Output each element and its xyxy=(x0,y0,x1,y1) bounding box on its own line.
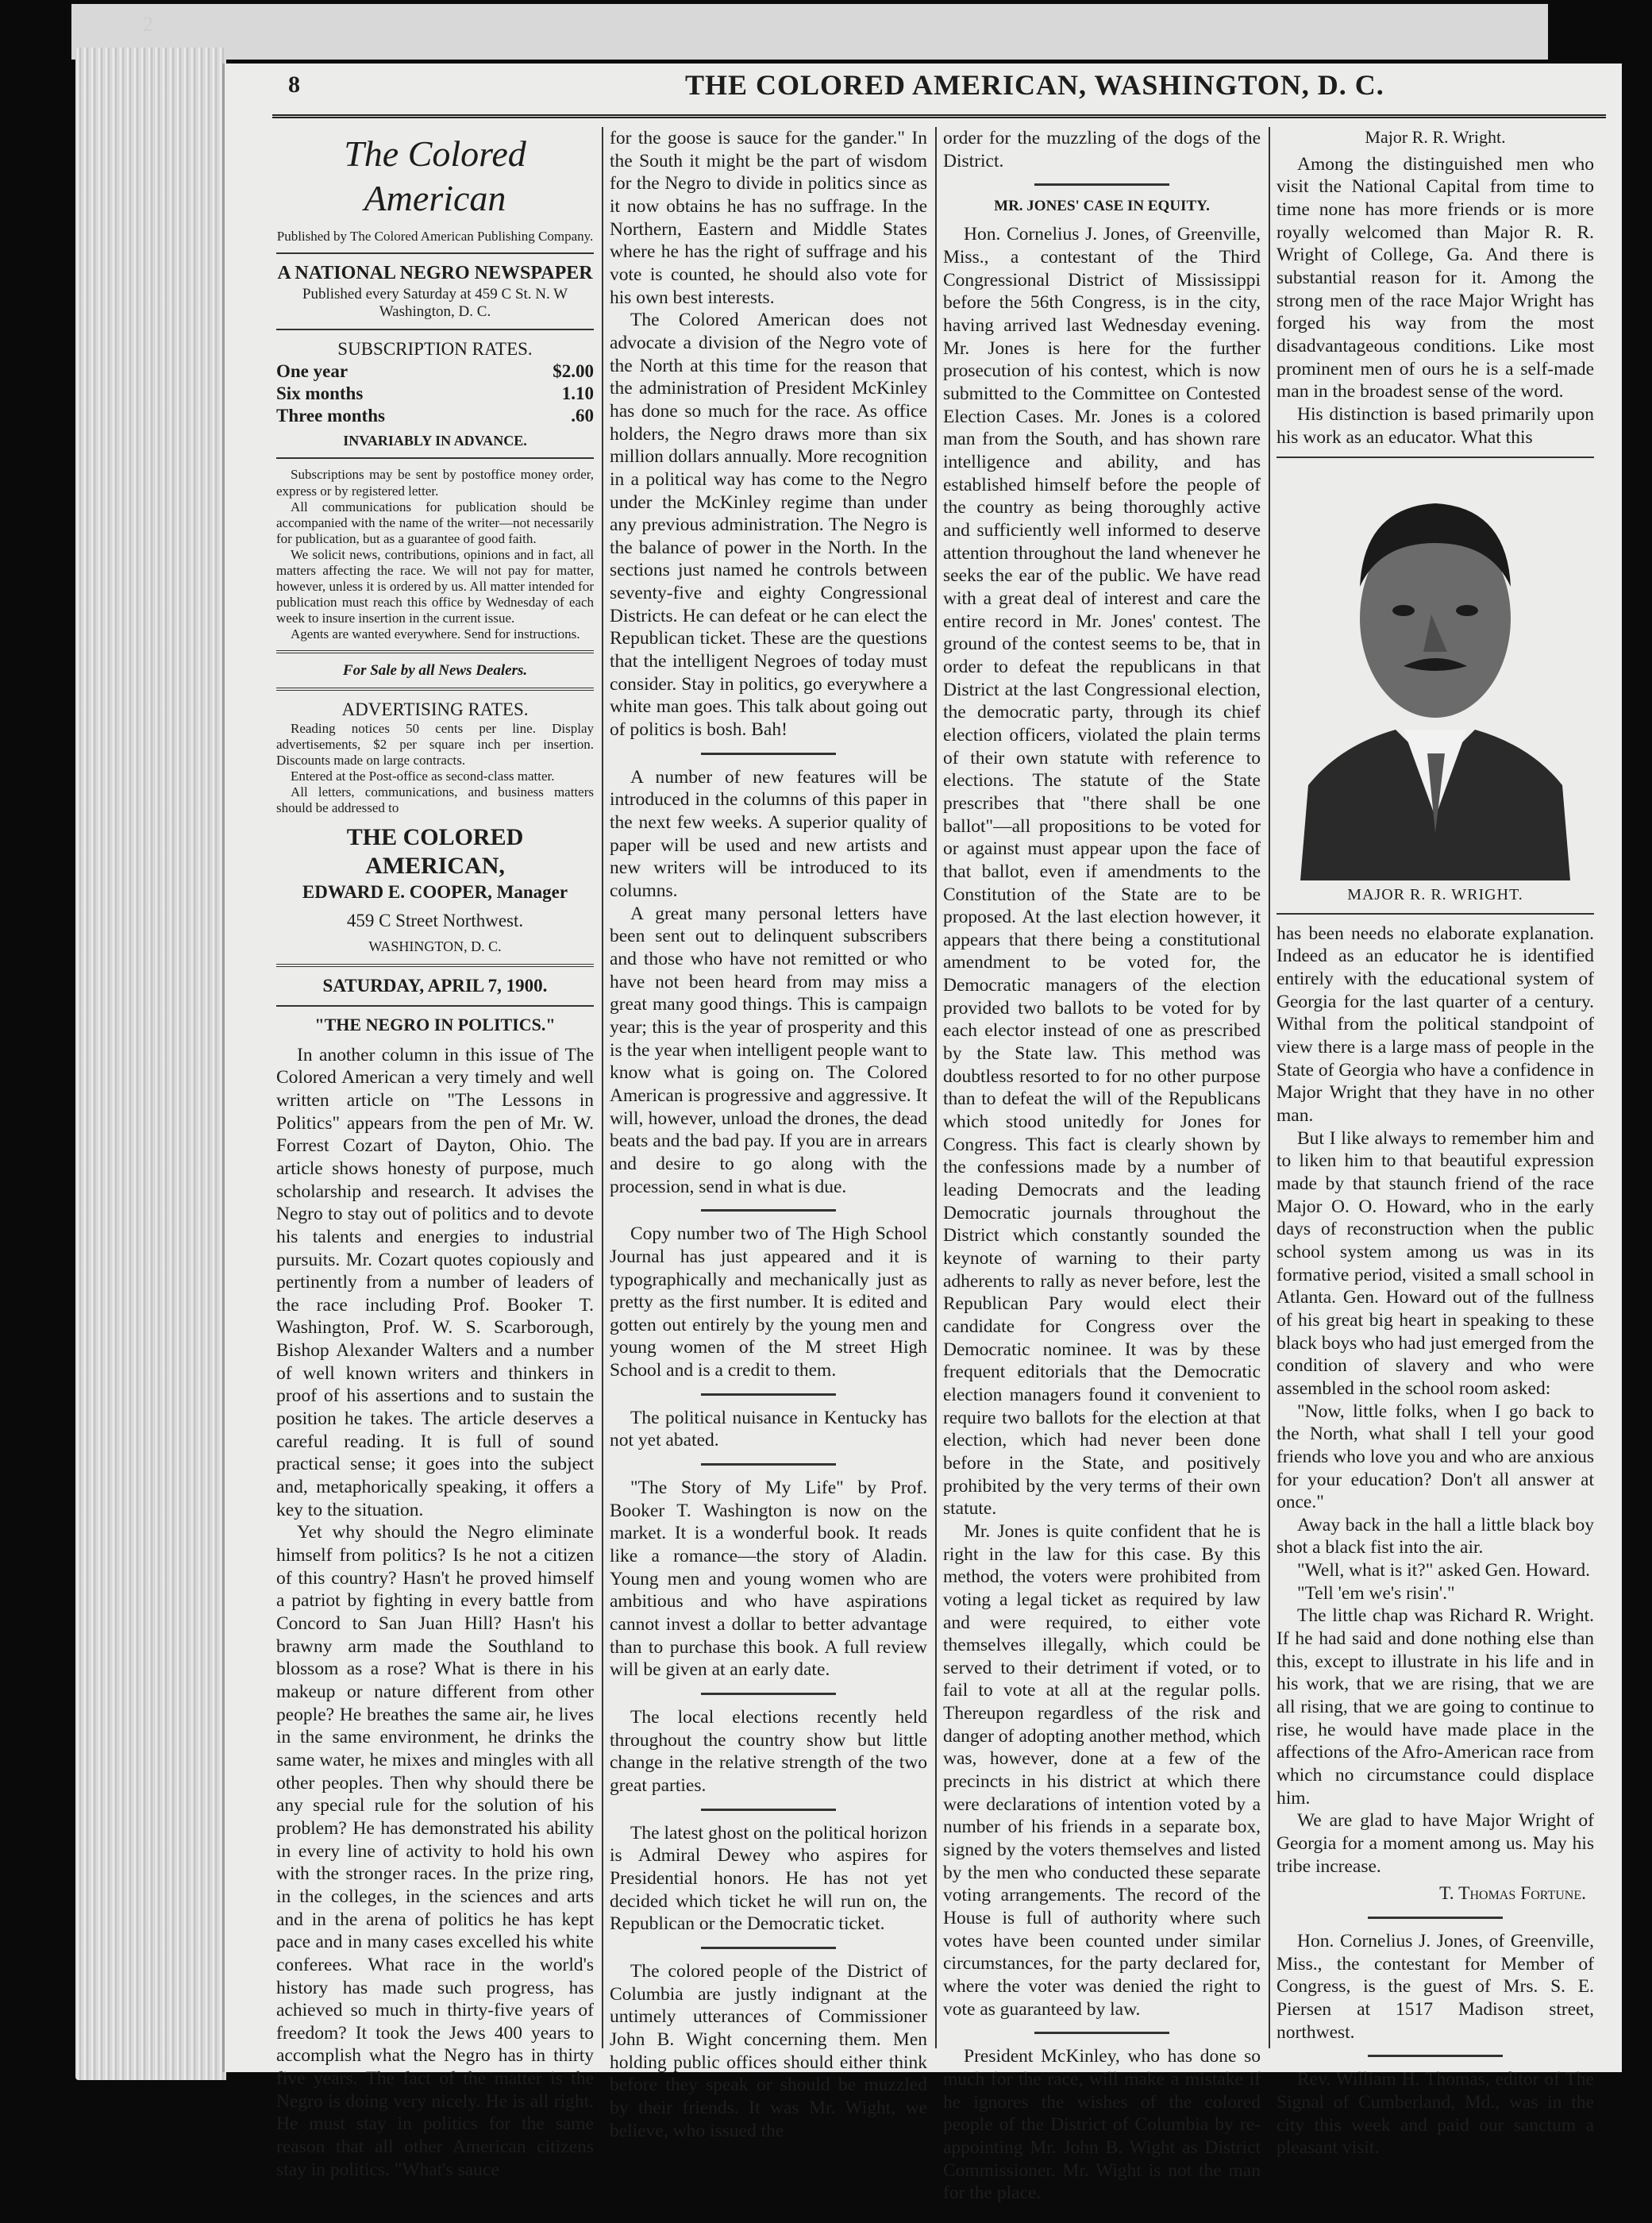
column-3 xyxy=(943,127,1261,2204)
article-paragraph: "The Story of My Life" by Prof. Booker T. Washington is now on the market. It is a wonderful book. It reads like a romance—the story of Aladin. Young men and young women who are ambitious and who have aspirations cannot invest a dollar to better advantage than to purchase this book. A full review will be given at an early date. xyxy=(610,1478,927,1681)
address-name: THE COLORED AMERICAN, xyxy=(346,823,524,880)
for-sale: For Sale by all News Dealers. xyxy=(342,662,528,679)
book-page-edges xyxy=(75,48,226,2080)
column-rule xyxy=(602,127,603,2048)
rate-row xyxy=(276,383,594,405)
article-paragraph: The Colored American does not advocate a division of the Negro vote of the North at this time for the reason that the administration of President McKinley has done so much for the race. As office holders, the Negro draws more than six million dollars annually. More recognition in a political way has come to the Negro under the McKinley regime than under any previous administration. The Negro is the balance of power in the North. In the sections just named he controls between seventy-five and eighty Congressional Districts. He can defeat or he can elect the Republican ticket. These are the questions that the intelligent Negroes of today must consider. Stay in politics, go everywhere a white man goes. This talk about going out of politics is bosh. Bah! xyxy=(610,310,927,741)
subscription-heading: SUBSCRIPTION RATES. xyxy=(337,339,533,360)
divider xyxy=(701,1393,836,1396)
divider xyxy=(276,688,594,691)
rate-label: Three months xyxy=(276,406,385,426)
tagline: A NATIONAL NEGRO NEWSPAPER xyxy=(277,263,593,284)
divider xyxy=(276,457,594,459)
article-paragraph: Yet why should the Negro eliminate himself from politics? Is he not a citizen of this country? Hasn't he proved himself a patriot by fighting in every battle from Concord to San Juan Hill? Hasn't his brawny arm made the Southland to blossom as a rose? What is there in his makeup or nature different from other people? He breathes the same air, he lives in the same environment, he drinks the same water, he mixes and mingles with all other peoples. Then why should there be any special rule for the solution of his problem? He has demonstrated his ability in every line of activity to hold his own with the stronger races. In the prize ring, in the colleges, in the sciences and arts and in the arena of politics he has kept pace and in many cases excelled his white conferees. What race in the world's history has made such progress, has achieved so much in thirty-five years of freedom? It took the Jews 400 years to accomplish what the Negro has in thirty five years. The fact of the matter is the Negro is doing very nicely. He is all right. He must stay in politics for the same reason that all other American citizens stay in politics. "What's sauce xyxy=(276,1522,594,2180)
advertising-paragraph: Reading notices 50 cents per line. Display advertisements, $2 per square inch per insertion. Discounts made on large contracts. xyxy=(276,721,594,769)
divider xyxy=(276,650,594,653)
article-paragraph: Hon. Cornelius J. Jones, of Greenville, Miss., the contestant for Member of Congress, is the guest of Mrs. S. E. Piersen at 1517 Madison street, northwest. xyxy=(1277,1930,1594,2043)
rate-label: One year xyxy=(276,361,348,382)
rate-value: $2.00 xyxy=(553,361,594,382)
article-paragraph: "Well, what is it?" asked Gen. Howard. xyxy=(1297,1560,1591,1582)
divider xyxy=(701,1947,836,1949)
divider xyxy=(1034,2032,1169,2034)
column-rule xyxy=(935,127,937,2048)
article-paragraph: Copy number two of The High School Journal has just appeared and it is typographically and mechanically just as pretty as the first number. It is edited and gotten out entirely by the young men and young women of the M street High School and is a credit to them. xyxy=(610,1223,927,1381)
divider xyxy=(276,964,594,967)
notice-paragraph: Agents are wanted everywhere. Send for instructions. xyxy=(291,626,580,641)
rate-value: 1.10 xyxy=(561,383,594,404)
article-paragraph: Hon. Cornelius J. Jones, of Greenville, Miss., a contestant of the Third Congressional District of Mississippi before the 56th Congress, is in the city, having arrived last Wednesday evening. Mr. Jones is here for the further prosecution of his contest, which is now submitted to the Committee on Contested Election Cases. Mr. Jones is a colored man from the South, and has shown rare intelligence and ability, and has established himself before the people of the country as being thoroughly active and sufficiently well informed to deserve attention throughout the land whenever he seeks the ear of the public. We have read with a great deal of interest and care the entire record in Mr. Jones' contest. The ground of the contest seems to be, that in order to defeat the republicans in that District at the last Congressional election, the democratic party, through its chief election officers, violated the plain terms of their own statute with reference to elections. The statute of the State prescribes that "there shall be one ballot"—all propositions to be voted for or against must appear upon the face of that ballot, even if amendments to the Constitution of the State are to be proposed. At the last election however, it appears that there being a constitutional amendment to be voted for, the Democratic managers of the election provided two ballots to be voted for by each elector instead of one as prescribed by the State law. This method was doubtless resorted to for no other purpose than to defeat the will of the Republicans which stood unitedly for Jones for Congress. This fact is clearly shown by the confessions made by a number of leading Democrats and the leading Democratic journals throughout the District which constantly sounded the keynote of warning to their party adherents to rally as never before, lest the Republican Pary would elect their candidate for Congress over the Democratic nominee. It was by these frequent editorials that the Democratic election managers found it convenient to require two ballots for the election at that election, which had never been done before in the State, and positively prohibited by the very terms of their own statute. xyxy=(943,224,1261,1520)
notice-paragraph: All communications for publication should be accompanied with the name of the writer—not necessarily for publication, but as a guarantee of good faith. xyxy=(276,499,594,546)
published-by: Published by The Colored American Publishing Company. xyxy=(276,229,594,245)
column-1 xyxy=(276,127,594,2180)
article-paragraph: But I like always to remember him and to liken him to that beautiful expression made by that staunch friend of the race Major O. O. Howard, who in the early days of reconstruction when the public school system among us was in its formative period, visited a small school in Atlanta. Gen. Howard out of the fullness of his great big heart in speaking to these black boys who had just emerged from the condition of slavery and who were assembled in the school room asked: xyxy=(1277,1127,1594,1399)
article-paragraph: We are glad to have Major Wright of Georgia for a moment among us. May his tribe increase. xyxy=(1277,1810,1594,1877)
article-paragraph: Among the distinguished men who visit the National Capital from time to time none has more friends or is more royally welcomed than Major R. R. Wright of College, Ga. And there is substantial reason for it. Among the strong men of the race Major Wright has forged his way from the most disadvantageous conditions. Like most prominent men of ours he is a self-made man in the broadest sense of the word. xyxy=(1277,153,1594,403)
notice-paragraph: Subscriptions may be sent by postoffice money order, express or by registered letter. xyxy=(276,467,594,499)
article-paragraph: His distinction is based primarily upon his work as an educator. What this xyxy=(1277,404,1594,448)
divider xyxy=(1277,913,1594,915)
divider xyxy=(276,329,594,330)
article-paragraph: The little chap was Richard R. Wright. If he had said and done nothing else than this, except to illustrate in his life and in his work, that we are rising, that we are all rising, that we are going to continue to rise, he would have made place in the affections of the Afro-American race from which no circumstance could displace him. xyxy=(1277,1605,1594,1809)
article-paragraph: The political nuisance in Kentucky has not yet abated. xyxy=(610,1407,927,1451)
article-paragraph: "Now, little folks, when I go back to the North, what shall I tell your good friends who love you and who are anxious for your education? Don't all answer at once." xyxy=(1277,1400,1594,1513)
column-rule xyxy=(1269,127,1270,2048)
article-heading: Major R. R. Wright. xyxy=(1365,127,1506,147)
divider xyxy=(701,753,836,755)
portrait-illustration xyxy=(1292,468,1578,880)
article-heading: MR. JONES' CASE IN EQUITY. xyxy=(994,198,1210,215)
divider xyxy=(1034,183,1169,186)
page-number: 8 xyxy=(288,71,300,98)
subscription-notice xyxy=(276,467,594,642)
running-head: THE COLORED AMERICAN, WASHINGTON, D. C. xyxy=(685,69,1384,101)
divider xyxy=(701,1463,836,1466)
page-top-strip xyxy=(71,4,1548,60)
rate-row xyxy=(276,360,594,383)
newspaper-page xyxy=(222,64,1622,2204)
portrait-caption: MAJOR R. R. WRIGHT. xyxy=(1347,886,1523,904)
article-paragraph: order for the muzzling of the dogs of the District. xyxy=(943,128,1261,171)
divider xyxy=(1277,457,1594,458)
column-4 xyxy=(1277,127,1594,2159)
street-address: 459 C Street Northwest. xyxy=(346,910,524,930)
rate-label: Six months xyxy=(276,383,364,404)
manager: EDWARD E. COOPER, Manager xyxy=(302,881,568,902)
rate-value: .60 xyxy=(571,406,594,426)
divider xyxy=(701,1809,836,1811)
advance-notice: INVARIABLY IN ADVANCE. xyxy=(343,432,527,449)
article-heading: "THE NEGRO IN POLITICS." xyxy=(314,1014,556,1034)
article-paragraph: A number of new features will be introduced in the columns of this paper in the next few weeks. A superior quality of paper will be used and new artists and new writers will be introduced to its columns. xyxy=(610,766,927,901)
signature: T. Thomas Fortune. xyxy=(1439,1883,1586,1905)
article-paragraph: "Tell 'em we's risin'." xyxy=(1297,1582,1455,1604)
article-paragraph: The colored people of the District of Columbia are justly indignant at the untimely utterances of Commissioner John B. Wight concerning them. Men holding public offices should either think before they speak or should be muzzled by their friends. It was Mr. Wight, we believe, who issued the xyxy=(610,1960,927,2141)
divider xyxy=(1368,1917,1503,1919)
article-paragraph: has been needs no elaborate explanation. Indeed as an educator he is identified entirely with the educational system of Georgia for the last quarter of a century. Withal from the political standpoint of view there is a large mass of people in the State of Georgia who have a confidence in Major Wright that they have in no other man. xyxy=(1277,923,1594,1126)
divider xyxy=(276,1005,594,1007)
advertising-paragraph: Entered at the Post-office as second-class matter. xyxy=(291,769,555,784)
article-paragraph: Mr. Jones is quite confident that he is right in the law for this case. By this method, the voters were prohibited from voting a legal ticket as required by law and were required, to either vote themselves illegally, which could be served to their detriment if voted, or to fail to vote at all at the regular polls. Thereupon regardless of the risk and danger of adopting another method, which was, however, done at a few of the precincts in his district at which there were declarations of intention voted by a number of his friends in a separate box, signed by the voters themselves and listed by the men who conducted these separate voting arrangements. The record of the House is full of authority where such votes have been counted under similar circumstances, for the party declared for, where the voter was denied the right to vote as guaranteed by law. xyxy=(943,1520,1261,2020)
column-2 xyxy=(610,127,927,2141)
advertising-heading: ADVERTISING RATES. xyxy=(341,699,529,720)
divider xyxy=(276,252,594,254)
issue-date: SATURDAY, APRIL 7, 1900. xyxy=(322,975,548,996)
city: WASHINGTON, D. C. xyxy=(368,938,502,954)
advertising-notice xyxy=(276,721,594,816)
article-paragraph: A great many personal letters have been sent out to delinquent subscribers and those who have not remitted or who have not been heard from may miss a great many good things. This is campaign year; this is the year of prosperity and this is the year when intelligent people want to know what is going on. The Colored American is progressive and aggressive. It will, however, unload the drones, the dead beats and the bad pay. If you are in arrears and desire to go along with the procession, send in what is due. xyxy=(610,903,927,1197)
article-paragraph: for the goose is sauce for the gander." In the South it might be the part of wisdom for the Negro to divide in politics since as it now obtains he has no suffrage. In the Northern, Eastern and Middle States where he has the right of suffrage and his vote is counted, he should also vote for his own best interests. xyxy=(610,128,927,308)
masthead-title: The Colored American xyxy=(344,133,526,219)
schedule: Published every Saturday at 459 C St. N. W Washington, D. C. xyxy=(302,285,568,320)
article-paragraph: The latest ghost on the political horizon is Admiral Dewey who aspires for Presidential honors. He has not yet decided which ticket he will run on, the Republican or the Democratic ticket. xyxy=(610,1822,927,1935)
divider xyxy=(701,1693,836,1695)
divider xyxy=(701,1209,836,1212)
article-paragraph: The local elections recently held throughout the country show but little change in the relative strength of the two great parties. xyxy=(610,1707,927,1796)
article-paragraph: In another column in this issue of The Colored American a very timely and well written article on "The Lessons in Politics" appears from the pen of Mr. W. Forrest Cozart of Dayton, Ohio. The article shows honesty of purpose, much scholarship and research. It advises the Negro to stay out of politics and to devote his talents and energies to industrial pursuits. Mr. Cozart quotes copiously and pertinently from a number of leaders of the race including Prof. Booker T. Washington, Prof. W. S. Scarborough, Bishop Alexander Walters and a number of well known writers and thinkers in proof of his assertions and to sustain the position he takes. The article deserves a careful reading. It is full of sound practical sense; it goes into the subject and, metaphorically speaking, it offers a key to the situation. xyxy=(276,1044,594,1520)
advertising-paragraph: All letters, communications, and business matters should be addressed to xyxy=(276,784,594,816)
header-rule xyxy=(272,114,1606,118)
article-paragraph: Rev. William H. Thomas, editor of The Signal of Cumberland, Md., was in the city this week and paid our sanctum a pleasant visit. xyxy=(1277,2069,1594,2159)
article-paragraph: Away back in the hall a little black boy shot a black fist into the air. xyxy=(1277,1514,1594,1558)
book-folio: 2 xyxy=(143,13,153,36)
notice-paragraph: We solicit news, contributions, opinions and in fact, all matters affecting the race. We will not pay for matter, however, unless it is ordered by us. All matter intended for publication must reach this office by Wednesday of each week to insure insertion in the current issue. xyxy=(276,546,594,626)
divider xyxy=(1368,2055,1503,2057)
rate-row xyxy=(276,405,594,427)
article-paragraph: President McKinley, who has done so much for the race, will make a mistake if he ignores the wishes of the colored people of the District of Columbia by re-appointing Mr. John B. Wight as District Commissioner. Mr. Wight is not the man for the place. xyxy=(943,2046,1261,2204)
